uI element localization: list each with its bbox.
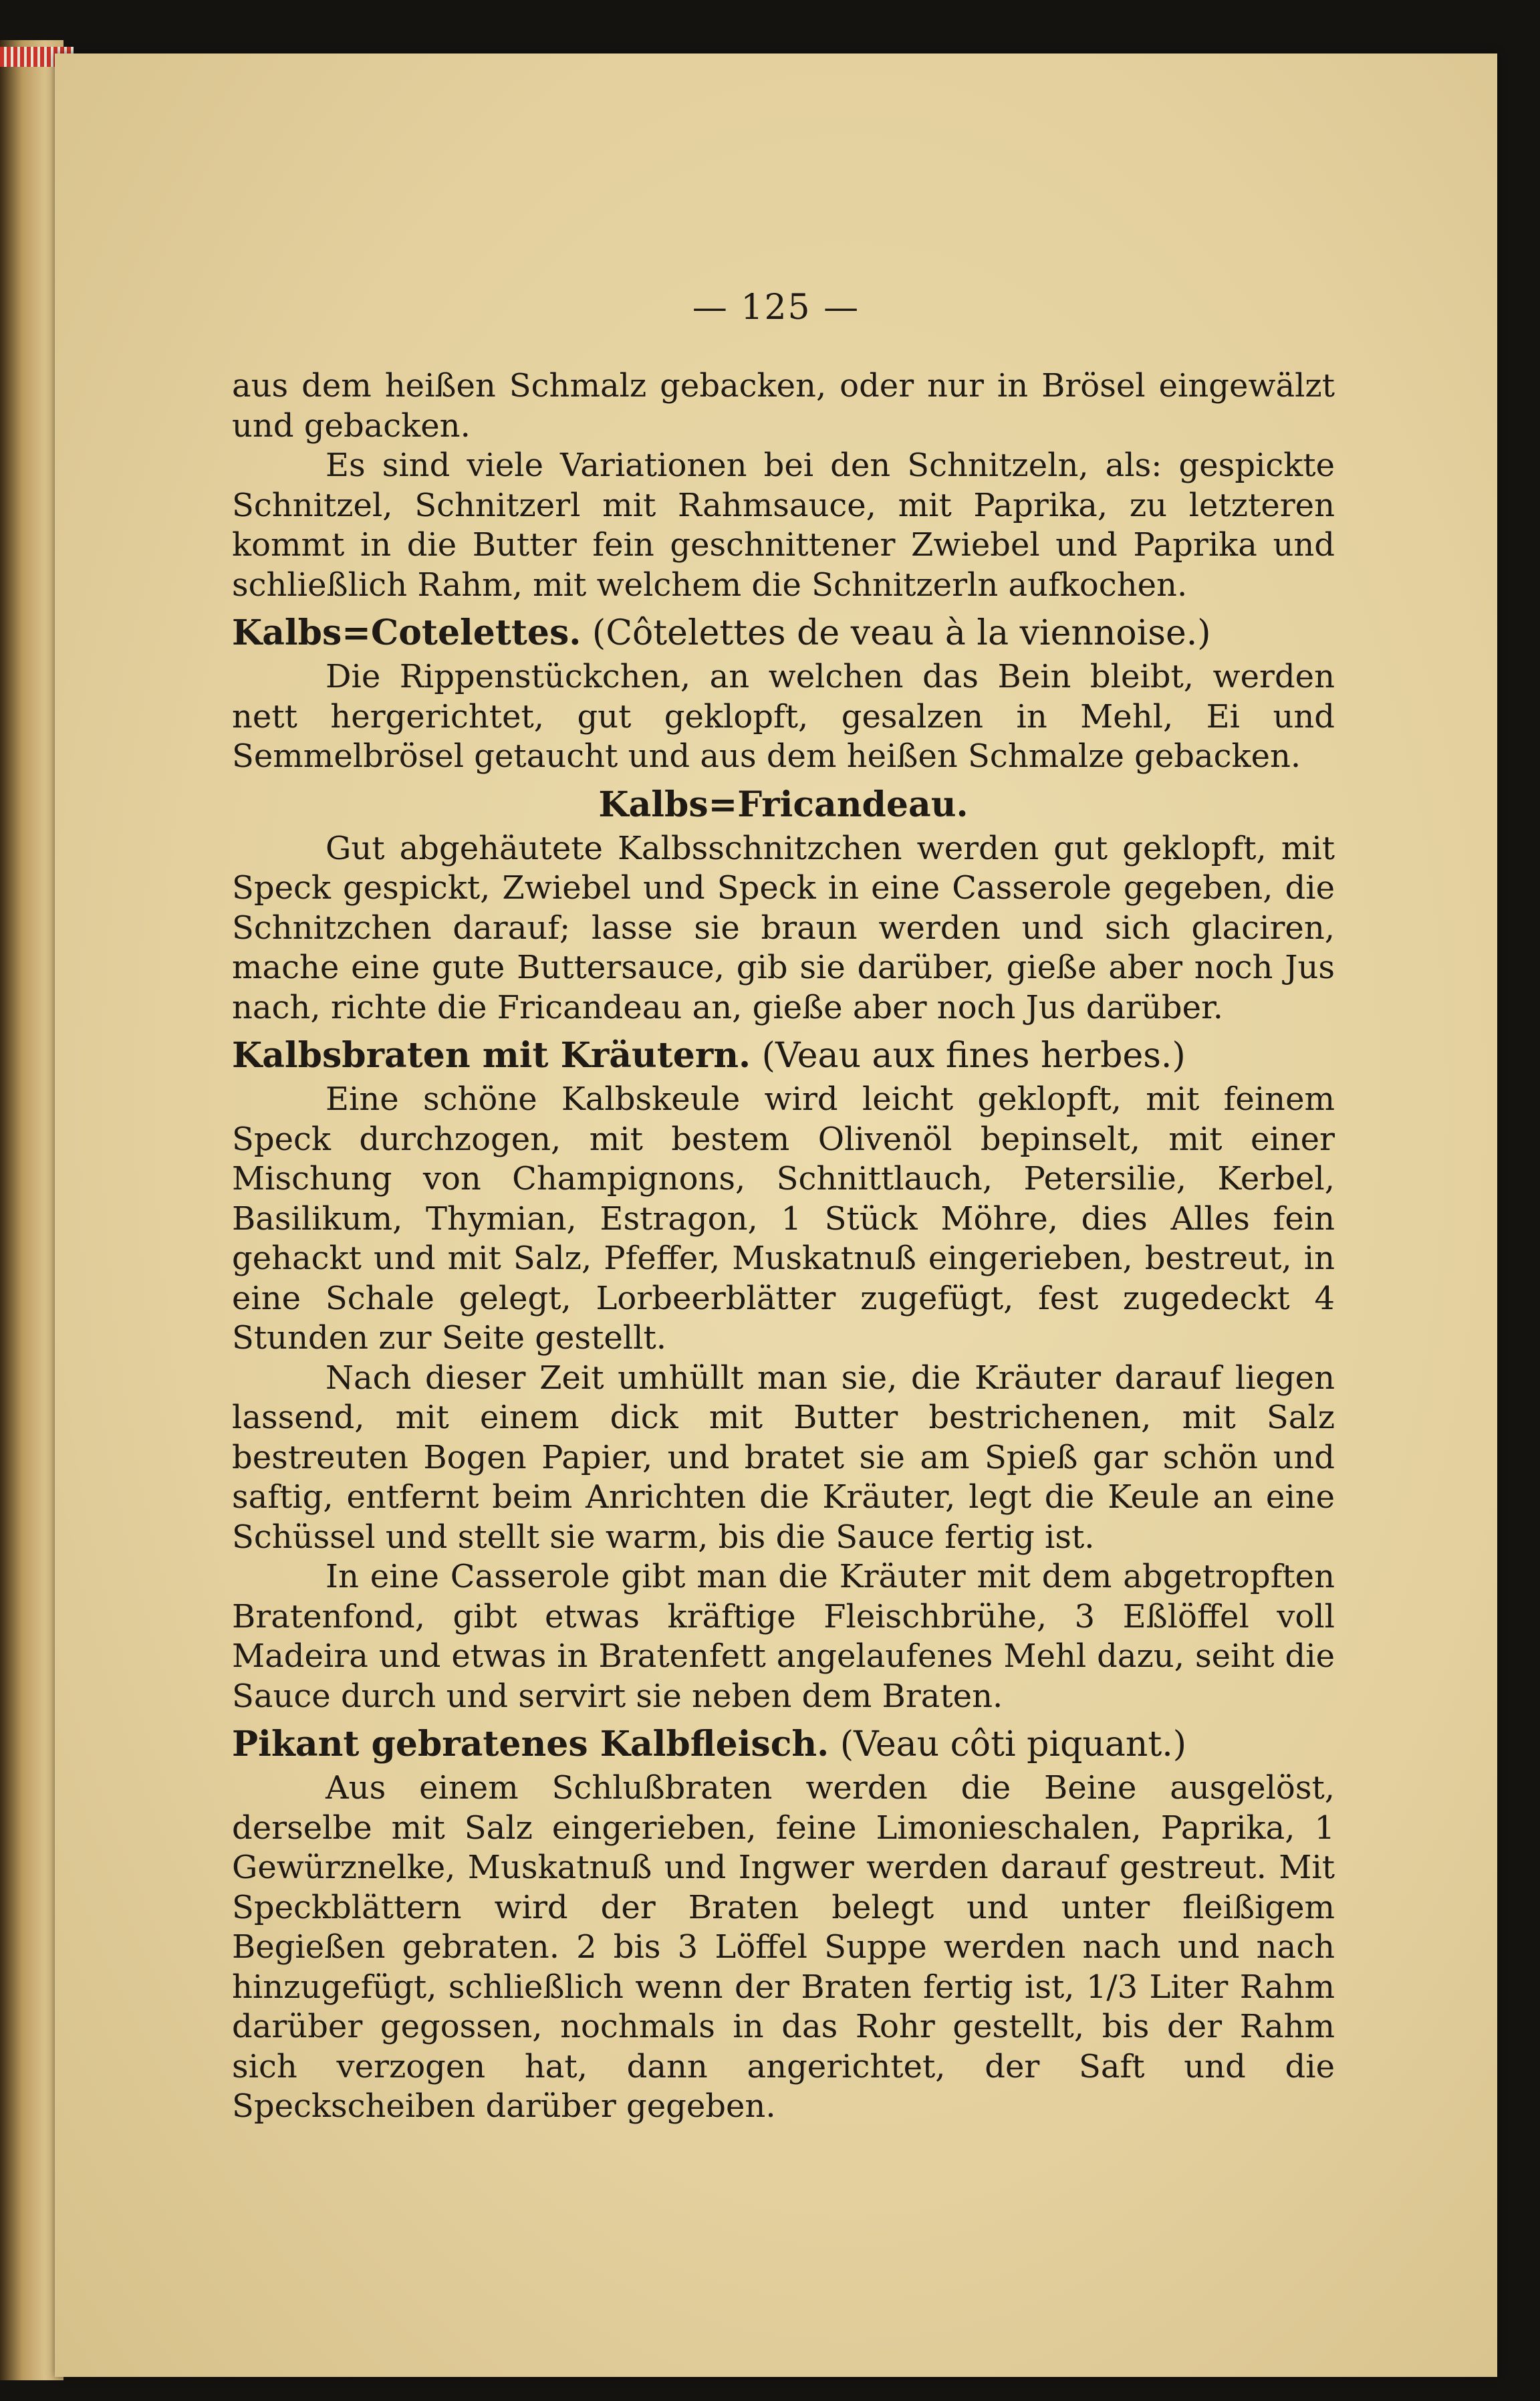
book-page	[55, 53, 1497, 2377]
paragraph: Nach dieser Zeit umhüllt man sie, die Kräuter darauf liegen lassend, mit einem dick mit Butter bestrichenen, mit Salz bestreuten Bogen Papier, und bratet sie am Spieß gar schön und saftig, entfernt beim Anrichten die Kräuter, legt die Keule an eine Schüssel und stellt sie warm, bis die Sauce fertig ist.	[232, 1359, 1335, 1556]
paragraph: Es sind viele Variationen bei den Schnitzeln, als: gespickte Schnitzel, Schnitzerl mit Rahmsauce, mit Paprika, zu letzteren kommt in die Butter fein geschnittener Zwiebel und Paprika und schließlich Rahm, mit welchem die Schnitzerln aufkochen.	[232, 447, 1335, 604]
recipe-heading	[232, 1720, 1335, 1768]
page-body	[232, 274, 1335, 2127]
paragraph: aus dem heißen Schmalz gebacken, oder nur in Brösel eingewälzt und gebacken.	[232, 367, 1335, 445]
recipe-title-french: (Veau côti piquant.)	[840, 1724, 1187, 1764]
recipe-title: Pikant gebratenes Kalbfleisch.	[232, 1724, 829, 1764]
book-spine	[0, 40, 63, 2380]
recipe-heading	[232, 609, 1335, 657]
recipe-title: Kalbs=Cotelettes.	[232, 612, 582, 653]
paragraph: Aus einem Schlußbraten werden die Beine ausgelöst, derselbe mit Salz eingerieben, feine Limonieschalen, Paprika, 1 Gewürznelke, Muskatnuß und Ingwer werden darauf gestreut. Mit Speckblättern wird der Braten belegt und unter fleißigem Begießen gebraten. 2 bis 3 Löffel Suppe werden nach und nach hinzugefügt, schließlich wenn der Braten fertig ist, 1/3 Liter Rahm darüber gegossen, nochmals in das Rohr gestellt, bis der Rahm sich verzogen hat, dann angerichtet, der Saft und die Speckscheiben darüber gegeben.	[232, 1769, 1335, 2125]
recipe-heading	[232, 781, 1335, 829]
paragraph: Eine schöne Kalbskeule wird leicht geklopft, mit feinem Speck durchzogen, mit bestem Olivenöl bepinselt, mit einer Mischung von Champignons, Schnittlauch, Petersilie, Kerbel, Basilikum, Thymian, Estragon, 1 Stück Möhre, dies Alles fein gehackt und mit Salz, Pfeffer, Muskatnuß eingerieben, bestreut, in eine Schale gelegt, Lorbeerblätter zugefügt, fest zugedeckt 4 Stunden zur Seite gestellt.	[232, 1080, 1335, 1357]
paragraph: In eine Casserole gibt man die Kräuter mit dem abgetropften Bratenfond, gibt etwas kräftige Fleischbrühe, 3 Eßlöffel voll Madeira und etwas in Bratenfett angelaufenes Mehl dazu, seiht die Sauce durch und servirt sie neben dem Braten.	[232, 1558, 1335, 1715]
recipe-title: Kalbs=Fricandeau.	[598, 784, 969, 825]
page-number: — 125 —	[692, 288, 860, 328]
recipe-title-french: (Côtelettes de veau à la viennoise.)	[592, 613, 1211, 653]
recipe-title-french: (Veau aux fines herbes.)	[761, 1036, 1186, 1076]
paragraph: Gut abgehäutete Kalbsschnitzchen werden gut geklopft, mit Speck gespickt, Zwiebel und Speck in eine Casserole gegeben, die Schnitzchen darauf; lasse sie braun werden und sich glaciren, mache eine gute Buttersauce, gib sie darüber, gieße aber noch Jus nach, richte die Fricandeau an, gieße aber noch Jus darüber.	[232, 829, 1335, 1026]
paragraph: Die Rippenstückchen, an welchen das Bein bleibt, werden nett hergerichtet, gut geklopft, gesalzen in Mehl, Ei und Semmelbrösel getaucht und aus dem heißen Schmalze gebacken.	[232, 658, 1335, 775]
recipe-title: Kalbsbraten mit Kräutern.	[232, 1035, 751, 1076]
recipe-heading	[232, 1032, 1335, 1080]
